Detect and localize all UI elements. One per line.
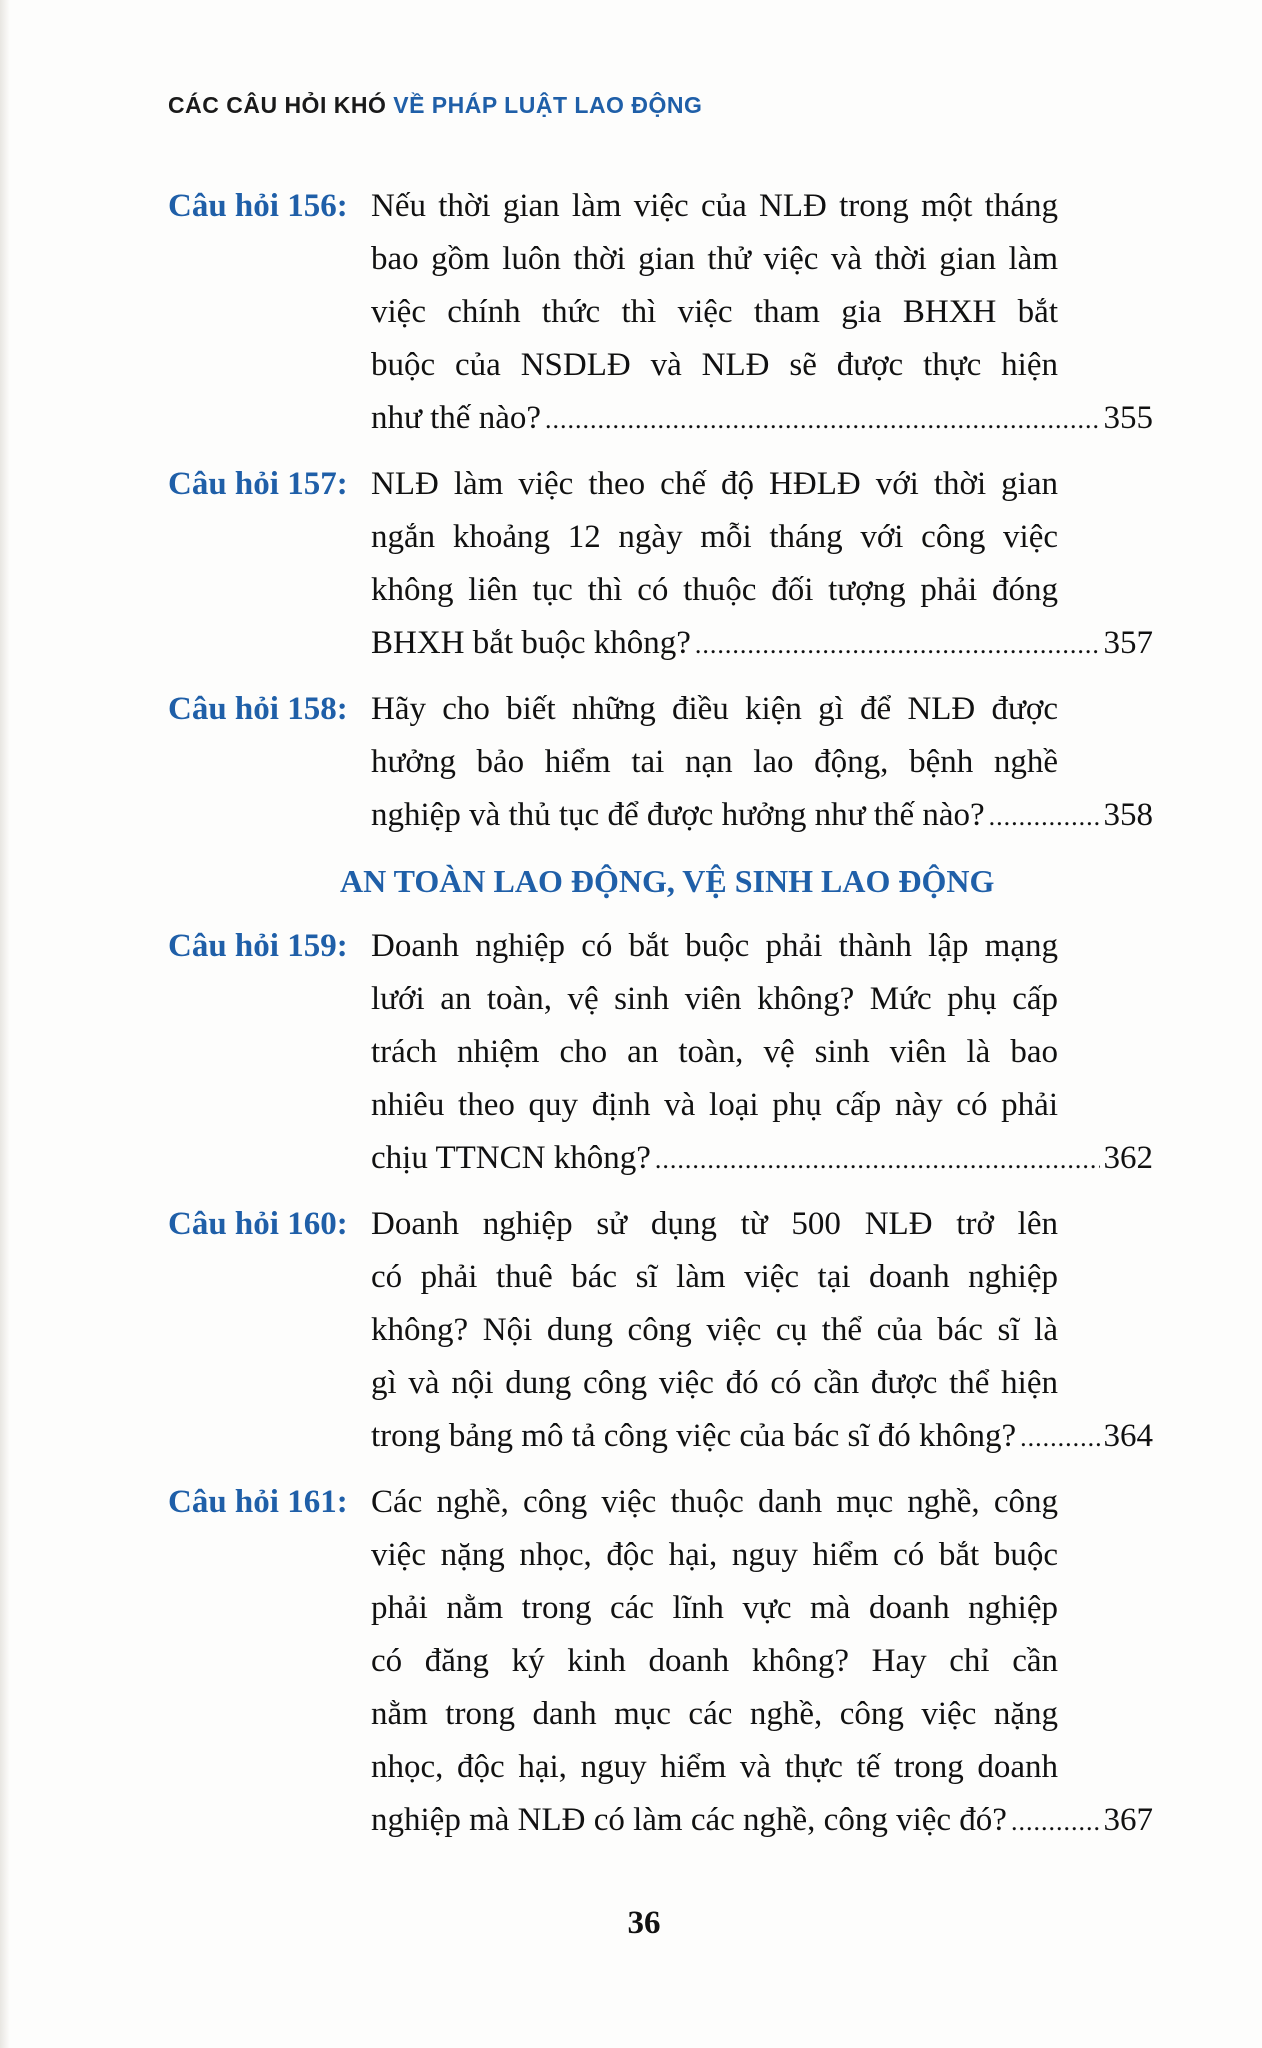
question-line: không? Nội dung công việc cụ thể của bác sĩ là: [371, 1312, 1058, 1348]
toc-entry: [168, 920, 1158, 1186]
question-line: Nếu thời gian làm việc của NLĐ trong một tháng: [371, 188, 1058, 224]
question-line: có đăng ký kinh doanh không? Hay chỉ cần: [371, 1643, 1058, 1679]
dot-leader: [695, 618, 1100, 671]
dot-leader: [545, 393, 1100, 446]
question-label: Câu hỏi 158:: [168, 691, 348, 727]
question-line: việc nặng nhọc, độc hại, nguy hiểm có bắt buộc: [371, 1537, 1058, 1573]
toc-entry: [168, 180, 1158, 446]
question-label: Câu hỏi 159:: [168, 928, 348, 964]
page-number: 36: [627, 1905, 661, 1941]
question-text: [371, 683, 1158, 843]
question-line: việc chính thức thì việc tham gia BHXH bắt: [371, 294, 1058, 330]
question-text: [371, 458, 1158, 671]
question-text: [371, 1476, 1158, 1848]
question-last-line: [371, 789, 1153, 843]
question-line: nhọc, độc hại, nguy hiểm và thực tế trong doanh: [371, 1749, 1058, 1785]
toc-entry: [168, 1476, 1158, 1848]
question-label: Câu hỏi 161:: [168, 1484, 348, 1520]
question-label: Câu hỏi 157:: [168, 466, 348, 502]
question-line: phải nằm trong các lĩnh vực mà doanh nghiệp: [371, 1590, 1058, 1626]
toc-page-number[interactable]: 357: [1103, 625, 1153, 661]
dot-leader: [989, 790, 1100, 843]
running-head-blue: VỀ PHÁP LUẬT LAO ĐỘNG: [393, 92, 703, 118]
question-line: chịu TTNCN không?: [371, 1140, 651, 1176]
question-line: Các nghề, công việc thuộc danh mục nghề, công: [371, 1484, 1058, 1520]
toc-entry: [168, 1198, 1158, 1464]
toc-page-number[interactable]: 367: [1103, 1802, 1153, 1838]
question-line: nằm trong danh mục các nghề, công việc nặng: [371, 1696, 1058, 1732]
question-label: Câu hỏi 156:: [168, 188, 348, 224]
table-of-contents: [168, 180, 1158, 1860]
dot-leader: [1020, 1411, 1099, 1464]
question-last-line: [371, 1132, 1153, 1186]
running-head: [168, 92, 702, 119]
question-line: không liên tục thì có thuộc đối tượng phải đóng: [371, 572, 1058, 608]
question-line: Doanh nghiệp sử dụng từ 500 NLĐ trở lên: [371, 1206, 1058, 1242]
toc-page-number[interactable]: 362: [1103, 1140, 1153, 1176]
question-line: NLĐ làm việc theo chế độ HĐLĐ với thời gian: [371, 466, 1058, 502]
question-last-line: [371, 392, 1153, 446]
question-last-line: [371, 1410, 1153, 1464]
running-head-dark: CÁC CÂU HỎI KHÓ: [168, 92, 387, 118]
section-heading: AN TOÀN LAO ĐỘNG, VỆ SINH LAO ĐỘNG: [340, 863, 995, 899]
question-line: Hãy cho biết những điều kiện gì để NLĐ được: [371, 691, 1058, 727]
question-line: như thế nào?: [371, 400, 541, 436]
toc-entry: [168, 683, 1158, 843]
question-last-line: [371, 1794, 1153, 1848]
question-line: Doanh nghiệp có bắt buộc phải thành lập mạng: [371, 928, 1058, 964]
dot-leader: [655, 1133, 1100, 1186]
question-line: lưới an toàn, vệ sinh viên không? Mức phụ cấp: [371, 981, 1058, 1017]
question-line: ngắn khoảng 12 ngày mỗi tháng với công việc: [371, 519, 1058, 555]
question-line: nghiệp mà NLĐ có làm các nghề, công việc đó?: [371, 1802, 1007, 1838]
question-line: nhiêu theo quy định và loại phụ cấp này có phải: [371, 1087, 1058, 1123]
question-last-line: [371, 617, 1153, 671]
dot-leader: [1011, 1795, 1100, 1848]
question-line: có phải thuê bác sĩ làm việc tại doanh nghiệp: [371, 1259, 1058, 1295]
question-line: bao gồm luôn thời gian thử việc và thời gian làm: [371, 241, 1058, 277]
toc-page-number[interactable]: 364: [1103, 1418, 1153, 1454]
question-text: [371, 1198, 1158, 1464]
page-edge-shadow: [0, 0, 10, 2048]
toc-page-number[interactable]: 358: [1103, 797, 1153, 833]
question-line: nghiệp và thủ tục để được hưởng như thế nào?: [371, 797, 985, 833]
question-line: hưởng bảo hiểm tai nạn lao động, bệnh nghề: [371, 744, 1058, 780]
question-line: buộc của NSDLĐ và NLĐ sẽ được thực hiện: [371, 347, 1058, 383]
question-line: gì và nội dung công việc đó có cần được thể hiện: [371, 1365, 1058, 1401]
question-line: BHXH bắt buộc không?: [371, 625, 691, 661]
toc-entry: [168, 458, 1158, 671]
question-text: [371, 180, 1158, 446]
question-label: Câu hỏi 160:: [168, 1206, 348, 1242]
toc-page-number[interactable]: 355: [1103, 400, 1153, 436]
question-line: trong bảng mô tả công việc của bác sĩ đó không?: [371, 1418, 1017, 1454]
question-line: trách nhiệm cho an toàn, vệ sinh viên là bao: [371, 1034, 1058, 1070]
question-text: [371, 920, 1158, 1186]
